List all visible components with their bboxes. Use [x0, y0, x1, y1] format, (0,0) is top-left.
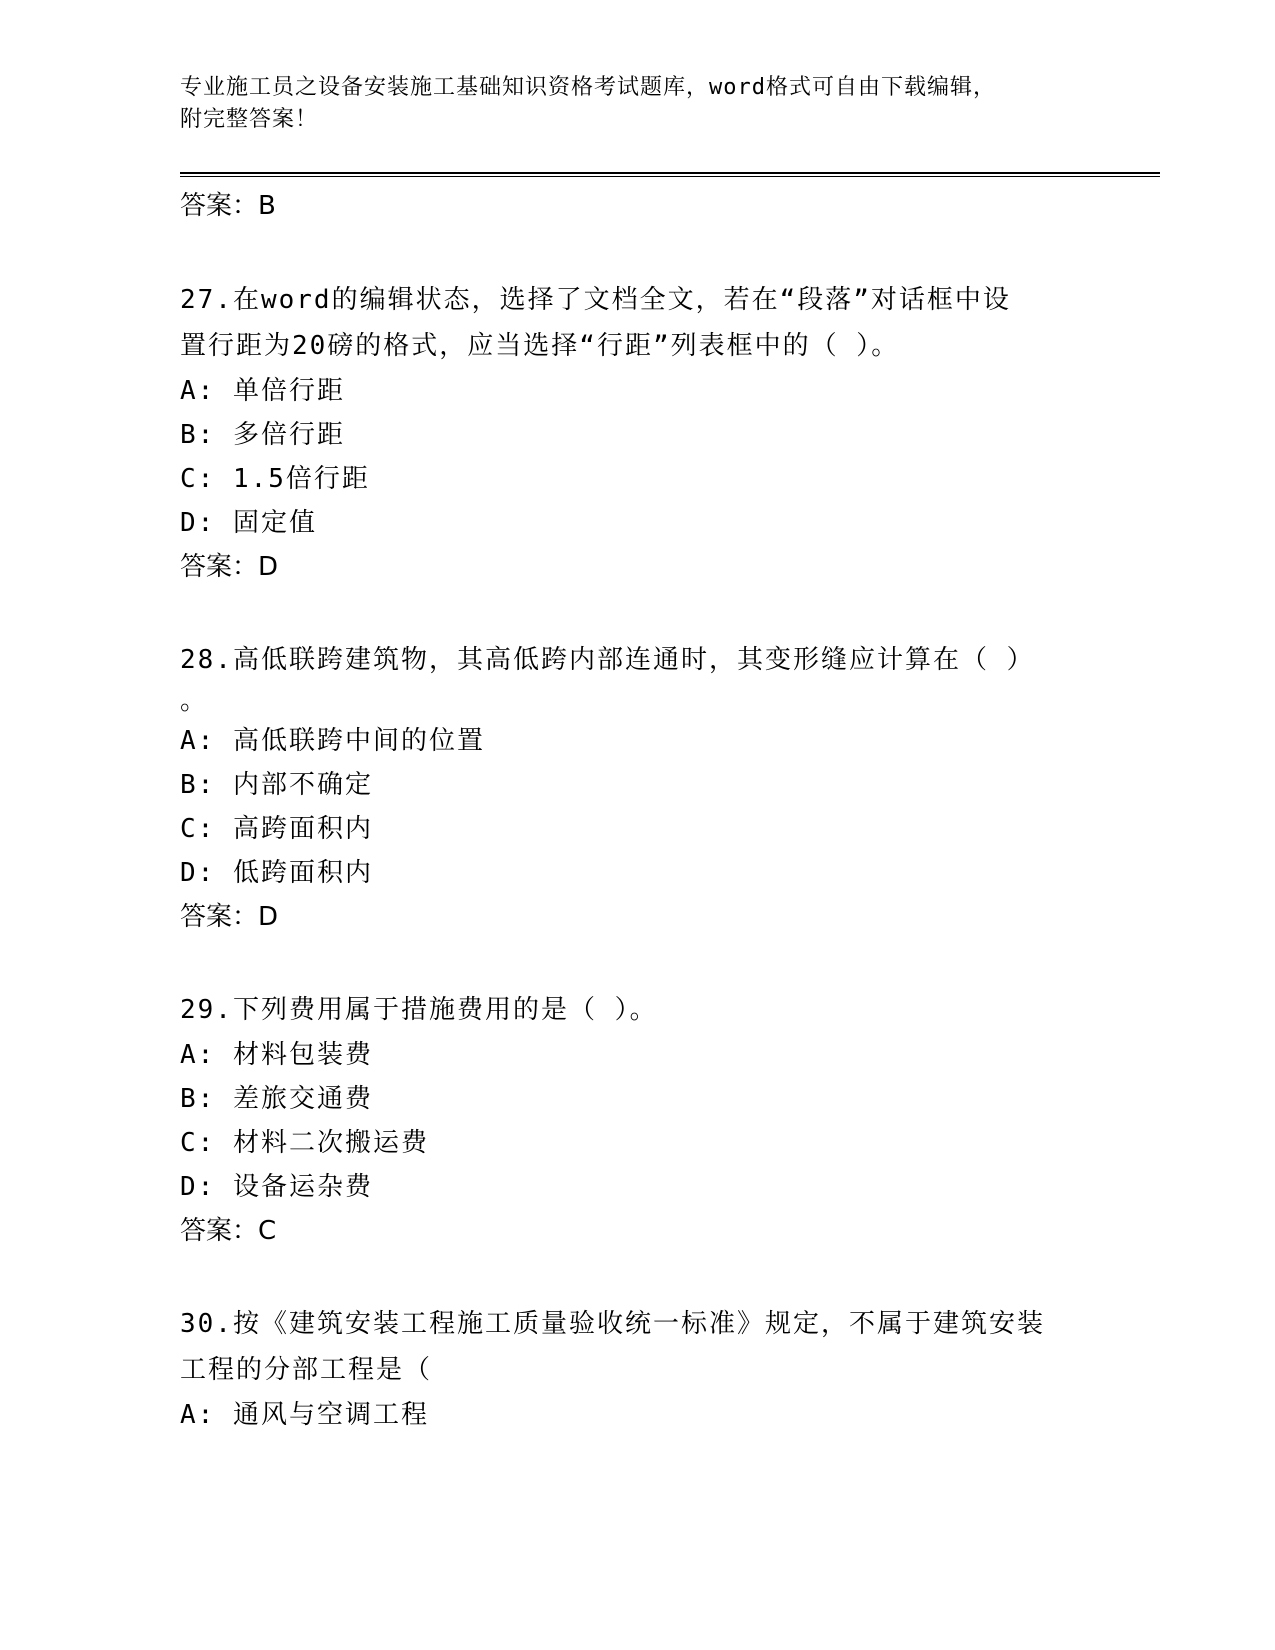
question-text: 29.下列费用属于措施费用的是（ ）。 — [180, 995, 658, 1025]
option-b: B: 内部不确定 — [180, 770, 373, 800]
option-b: B: 差旅交通费 — [180, 1084, 373, 1114]
question-30 — [180, 1301, 1160, 1437]
question-text-continued: 工程的分部工程是（ — [180, 1355, 433, 1385]
option-c: C: 高跨面积内 — [180, 814, 373, 844]
document-header-line-2: 附完整答案！ — [180, 107, 319, 132]
header-divider — [180, 172, 1160, 177]
option-a: A: 通风与空调工程 — [180, 1400, 429, 1430]
option-d: D: 设备运杂费 — [180, 1172, 373, 1202]
question-27 — [180, 277, 1160, 589]
option-d: D: 低跨面积内 — [180, 858, 373, 888]
answer: 答案：D — [180, 902, 279, 932]
document-header-line-1: 专业施工员之设备安装施工基础知识资格考试题库，word格式可自由下载编辑， — [180, 75, 996, 100]
option-b: B: 多倍行距 — [180, 420, 345, 450]
answer-26: 答案：B — [180, 191, 276, 221]
option-a: A: 高低联跨中间的位置 — [180, 726, 485, 756]
answer: 答案：C — [180, 1216, 277, 1246]
answer: 答案：D — [180, 552, 279, 582]
question-28 — [180, 637, 1160, 939]
option-a: A: 单倍行距 — [180, 376, 345, 406]
question-29 — [180, 987, 1160, 1253]
question-text: 30.按《建筑安装工程施工质量验收统一标准》规定，不属于建筑安装 — [180, 1309, 1045, 1339]
question-text: 27.在word的编辑状态，选择了文档全文，若在“段落”对话框中设 — [180, 285, 1011, 315]
option-a: A: 材料包装费 — [180, 1040, 373, 1070]
option-d: D: 固定值 — [180, 508, 317, 538]
document-page — [180, 72, 1160, 1437]
option-c: C: 1.5倍行距 — [180, 464, 370, 494]
question-text-continued: 。 — [180, 686, 207, 716]
question-text-continued: 置行距为20磅的格式，应当选择“行距”列表框中的（ ）。 — [180, 331, 900, 361]
question-text: 28.高低联跨建筑物，其高低跨内部连通时，其变形缝应计算在（ ） — [180, 645, 1035, 675]
option-c: C: 材料二次搬运费 — [180, 1128, 429, 1158]
